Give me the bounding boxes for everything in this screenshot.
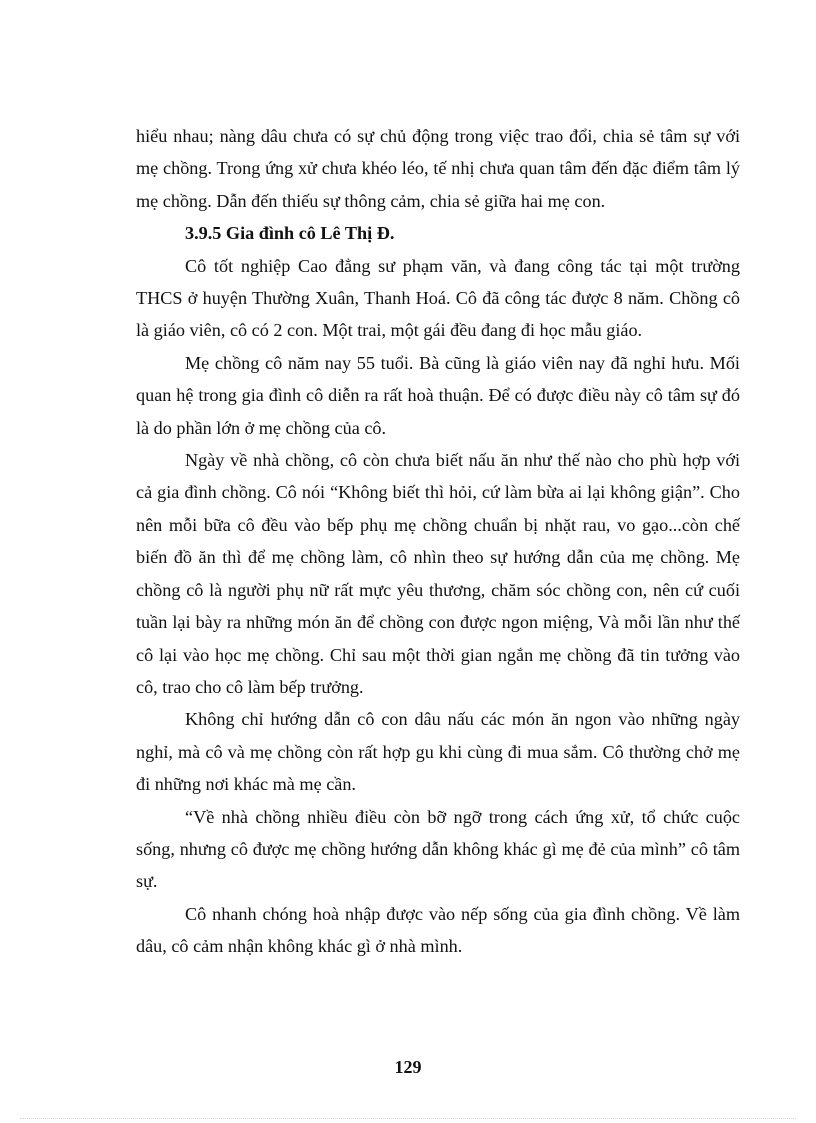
page-body	[136, 120, 740, 963]
paragraph: Mẹ chồng cô năm nay 55 tuổi. Bà cũng là giáo viên nay đã nghỉ hưu. Mối quan hệ trong gia đình cô diễn ra rất hoà thuận. Để có được điều này cô tâm sự đó là do phần lớn ở mẹ chồng của cô.	[136, 352, 740, 438]
paragraph: Cô nhanh chóng hoà nhập được vào nếp sống của gia đình chồng. Về làm dâu, cô cảm nhận không khác gì ở nhà mình.	[136, 903, 740, 957]
paragraph-continued: hiểu nhau; nàng dâu chưa có sự chủ động trong việc trao đổi, chia sẻ tâm sự với mẹ chồng. Trong ứng xử chưa khéo léo, tế nhị chưa quan tâm đến đặc điểm tâm lý mẹ chồng. Dẫn đến thiếu sự thông cảm, chia sẻ giữa hai mẹ con.	[136, 126, 740, 211]
paragraph: Cô tốt nghiệp Cao đẳng sư phạm văn, và đang công tác tại một trường THCS ở huyện Thường Xuân, Thanh Hoá. Cô đã công tác được 8 năm. Chồng cô là giáo viên, cô có 2 con. Một trai, một gái đều đang đi học mẫu giáo.	[136, 255, 740, 341]
paragraph: Ngày về nhà chồng, cô còn chưa biết nấu ăn như thế nào cho phù hợp với cả gia đình chồng. Cô nói “Không biết thì hỏi, cứ làm bừa ai lại không giận”. Cho nên mỗi bữa cô đều vào bếp phụ mẹ chồng chuẩn bị nhặt rau, vo gạo...còn chế biến đồ ăn thì để mẹ chồng làm, cô nhìn theo sự hướng dẫn của mẹ chồng. Mẹ chồng cô là người phụ nữ rất mực yêu thương, chăm sóc chồng con, nên cứ cuối tuần lại bày ra những món ăn để chồng con được ngon miệng, Và mỗi lần như thế cô lại vào học mẹ chồng. Chỉ sau một thời gian ngắn mẹ chồng đã tin tưởng vào cô, trao cho cô làm bếp trưởng.	[136, 450, 740, 697]
paragraph: “Về nhà chồng nhiều điều còn bỡ ngỡ trong cách ứng xử, tổ chức cuộc sống, nhưng cô được mẹ chồng hướng dẫn không khác gì mẹ đẻ của mình” cô tâm sự.	[136, 806, 740, 892]
page-bottom-divider	[20, 1118, 796, 1119]
paragraph: Không chỉ hướng dẫn cô con dâu nấu các món ăn ngon vào những ngày nghỉ, mà cô và mẹ chồng còn rất hợp gu khi cùng đi mua sắm. Cô thường chở mẹ đi những nơi khác mà mẹ cần.	[136, 709, 740, 795]
section-heading: 3.9.5 Gia đình cô Lê Thị Đ.	[185, 223, 395, 244]
page-number: 129	[394, 1057, 422, 1077]
